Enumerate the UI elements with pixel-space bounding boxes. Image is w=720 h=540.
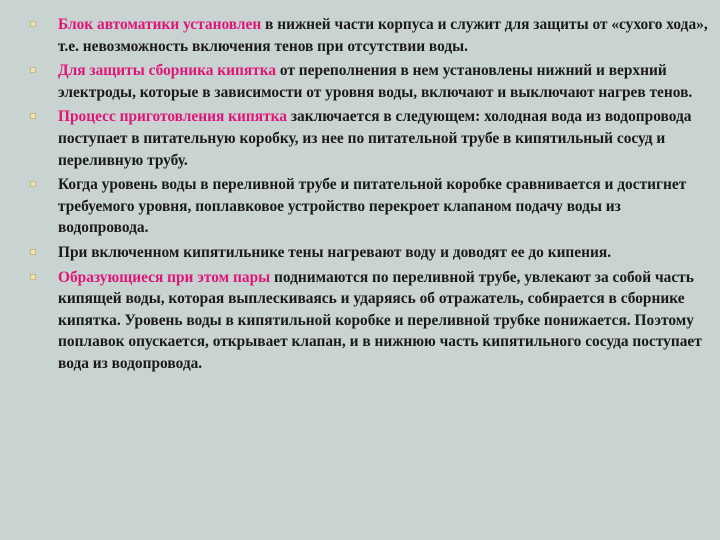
item-text: Когда уровень воды в переливной трубе и питательной коробке сравнивается и достигнет требуемого уровня, поплавковое устройство перекроет клапаном подачу воды из водопровода.	[58, 176, 687, 237]
square-bullet-icon	[30, 113, 36, 119]
item-text: в нижней части корпуса и служит для защиты от «сухого хода», т.е. невозможность включения тенов при отсутствии воды.	[58, 16, 708, 55]
square-bullet-icon	[30, 181, 36, 187]
item-text: При включенном кипятильнике тены нагревают воду и доводят ее до кипения.	[58, 243, 612, 261]
square-bullet-icon	[30, 21, 36, 27]
square-bullet-icon	[30, 67, 36, 73]
list-item	[30, 242, 710, 264]
square-bullet-icon	[30, 274, 36, 280]
highlighted-phrase: Процесс приготовления кипятка	[58, 108, 287, 126]
list-item	[30, 14, 710, 57]
list-item	[30, 60, 710, 103]
square-bullet-icon	[30, 249, 36, 255]
list-item	[30, 106, 710, 171]
bullet-list	[30, 14, 710, 378]
item-text: заключается в следующем: холодная вода из водопровода поступает в питательную коробку, из нее по питательной трубе в кипятильный сосуд и переливную трубу.	[58, 108, 692, 169]
item-text: поднимаются по переливной трубе, увлекают за собой часть кипящей воды, которая выплескиваясь и ударяясь об отражатель, собирается в сборнике кипятка. Уровень воды в кипятильной коробке и переливной трубке понижается. Поэтому поплавок опускается, открывает клапан, и в нижнюю часть кипятильного сосуда поступает вода из водопровода.	[58, 268, 702, 372]
list-item	[30, 267, 710, 375]
highlighted-phrase: Образующиеся при этом пары	[58, 268, 271, 286]
highlighted-phrase: Для защиты сборника кипятка	[58, 62, 277, 80]
list-item	[30, 174, 710, 239]
item-text: от переполнения в нем установлены нижний и верхний электроды, которые в зависимости от уровня воды, включают и выключают нагрев тенов.	[58, 62, 693, 101]
highlighted-phrase: Блок автоматики установлен	[58, 16, 262, 33]
